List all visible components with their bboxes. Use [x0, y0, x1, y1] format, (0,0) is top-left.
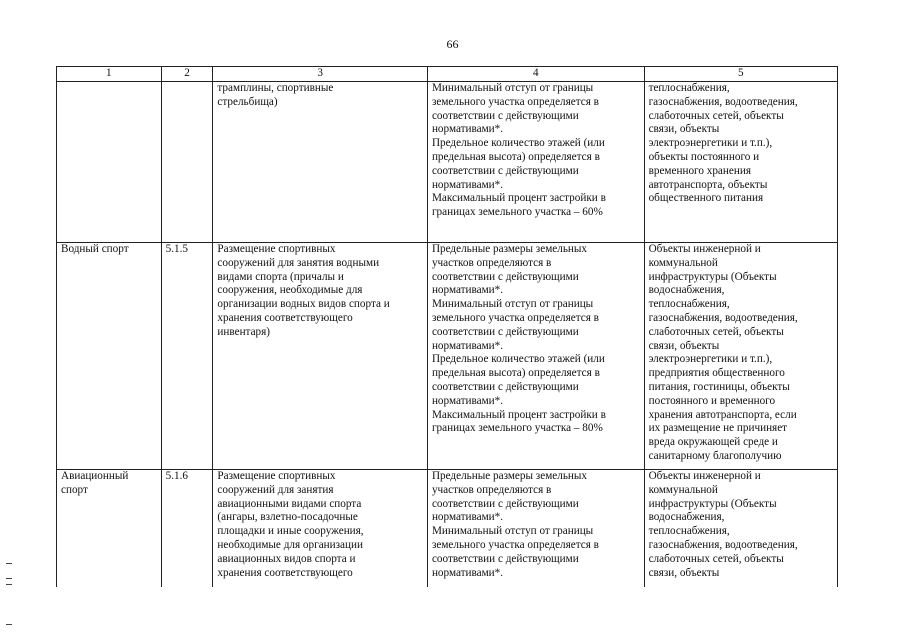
use-type-name: Авиационный спорт — [57, 470, 162, 588]
column-number-2: 2 — [161, 67, 213, 82]
column-number-row — [57, 67, 838, 82]
use-type-name — [57, 82, 162, 243]
column-number-4: 4 — [427, 67, 644, 82]
building-parameters: Предельные размеры земельных участков определяются в соответствии с действующими нормативами*. Минимальный отступ от границы земельного участка определяется в соответствии с действующими нормативами*. Предельное количество этажей (или предельная высота) определяется в соответствии с действующими нормативами*. Максимальный процент застройки в границах земельного участка – 80% — [427, 243, 644, 470]
land-use-table — [56, 66, 838, 587]
margin-mark — [6, 584, 12, 585]
auxiliary-uses: Объекты инженерной и коммунальной инфраструктуры (Объекты водоснабжения, теплоснабжения, газоснабжения, водоотведения, слаботочных сетей, объекты связи, объекты электроэнергетики и т.п.), предприятия общественного питания, гостиницы, объекты постоянного и временного хранения автотранспорта, если их размещение не причиняет вреда окружающей среде и санитарному благополучию — [644, 243, 837, 470]
building-parameters: Минимальный отступ от границы земельного участка определяется в соответствии с действующими нормативами*. Предельное количество этажей (или предельная высота) определяется в соответствии с действующими нормативами*. Максимальный процент застройки в границах земельного участка – 60% — [427, 82, 644, 243]
use-type-description: трамплины, спортивные стрельбища) — [213, 82, 428, 243]
margin-mark — [6, 624, 12, 625]
use-type-code — [161, 82, 213, 243]
use-type-code: 5.1.5 — [161, 243, 213, 470]
margin-mark — [6, 578, 12, 579]
table-row — [57, 82, 838, 243]
use-type-code: 5.1.6 — [161, 470, 213, 588]
auxiliary-uses: теплоснабжения, газоснабжения, водоотведения, слаботочных сетей, объекты связи, объекты электроэнергетики и т.п.), объекты постоянного и временного хранения автотранспорта, объекты общественного питания — [644, 82, 837, 243]
table-row — [57, 470, 838, 588]
margin-mark — [6, 563, 12, 564]
use-type-description: Размещение спортивных сооружений для занятия водными видами спорта (причалы и сооружения, необходимые для организации водных видов спорта и хранения соответствующего инвентаря) — [213, 243, 428, 470]
use-type-description: Размещение спортивных сооружений для занятия авиационными видами спорта (ангары, взлетно-посадочные площадки и иные сооружения, необходимые для организации авиационных видов спорта и хранения соответствующего — [213, 470, 428, 588]
table-row — [57, 243, 838, 470]
column-number-5: 5 — [644, 67, 837, 82]
column-number-1: 1 — [57, 67, 162, 82]
building-parameters: Предельные размеры земельных участков определяются в соответствии с действующими нормативами*. Минимальный отступ от границы земельного участка определяется в соответствии с действующими нормативами*. — [427, 470, 644, 588]
page-number: 66 — [446, 37, 459, 51]
column-number-3: 3 — [213, 67, 428, 82]
auxiliary-uses: Объекты инженерной и коммунальной инфраструктуры (Объекты водоснабжения, теплоснабжения, газоснабжения, водоотведения, слаботочных сетей, объекты связи, объекты — [644, 470, 837, 588]
use-type-name: Водный спорт — [57, 243, 162, 470]
